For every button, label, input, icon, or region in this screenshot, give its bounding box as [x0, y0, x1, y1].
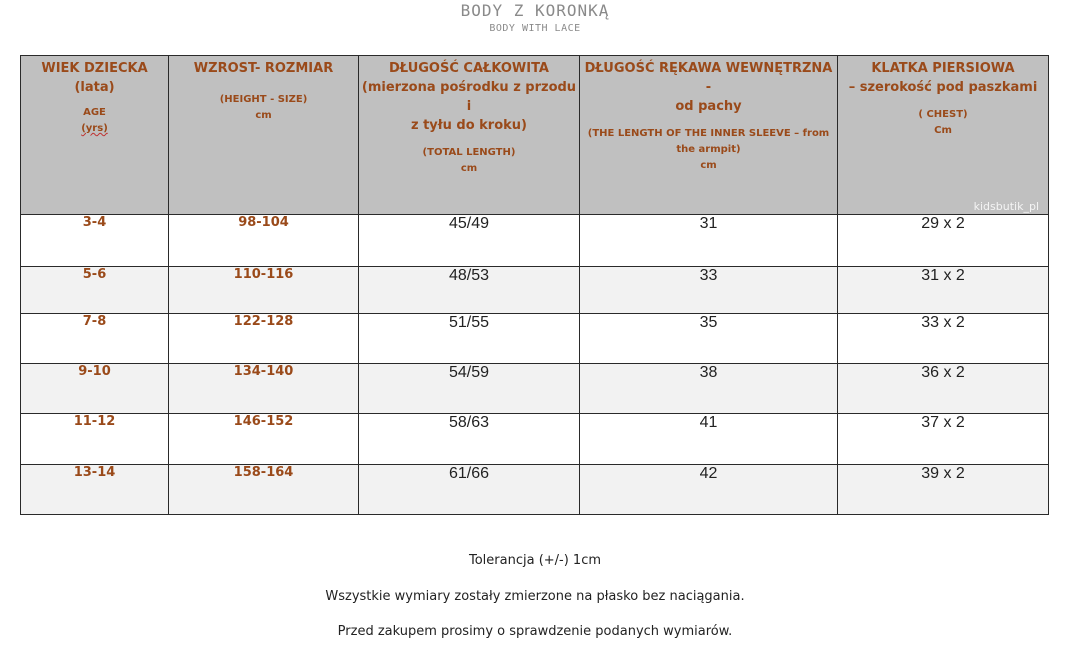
cell-size: 146-152: [169, 414, 359, 465]
cell-chest: 37 x 2: [838, 414, 1049, 465]
cell-age: 5-6: [21, 267, 169, 314]
cell-chest: 29 x 2: [838, 215, 1049, 267]
header-age-en-unit: (yrs): [81, 123, 108, 134]
header-length-line2: (mierzona pośrodku z przodu i: [361, 80, 577, 114]
page-subtitle: BODY WITH LACE: [489, 23, 581, 34]
cell-sleeve: 31: [580, 215, 838, 267]
header-chest-unit: Cm: [934, 125, 952, 136]
header-sleeve: [580, 56, 838, 215]
header-age-unit: (lata): [74, 80, 115, 95]
header-sleeve-title: DŁUGOŚĆ RĘKAWA WEWNĘTRZNA -: [584, 61, 833, 95]
cell-length: 48/53: [359, 267, 580, 314]
cell-age: 11-12: [21, 414, 169, 465]
tolerance-note: Tolerancja (+/-) 1cm: [468, 553, 602, 568]
cell-size: 98-104: [169, 215, 359, 267]
cell-size: 158-164: [169, 465, 359, 515]
header-sleeve-en: (THE LENGTH OF THE INNER SLEEVE – from: [587, 128, 830, 139]
cell-length: 45/49: [359, 215, 580, 267]
cell-chest: 36 x 2: [838, 364, 1049, 414]
size-chart-table: [20, 55, 1049, 515]
header-size-unit: cm: [255, 110, 272, 121]
cell-size: 110-116: [169, 267, 359, 314]
header-length-line3: z tyłu do kroku): [411, 118, 527, 133]
cell-age: 13-14: [21, 465, 169, 515]
header-age-title: WIEK DZIECKA: [41, 61, 148, 76]
cell-age: 7-8: [21, 314, 169, 364]
measurement-note: Wszystkie wymiary zostały zmierzone na płasko bez naciągania.: [325, 589, 745, 604]
header-total-length: [359, 56, 580, 215]
cell-chest: 39 x 2: [838, 465, 1049, 515]
header-size: [169, 56, 359, 215]
cell-sleeve: 33: [580, 267, 838, 314]
page-title: BODY Z KORONKĄ: [460, 1, 610, 20]
header-sleeve-line2: od pachy: [675, 99, 742, 114]
header-sleeve-en-line2: the armpit): [676, 144, 741, 155]
table-row: [21, 364, 1049, 414]
cell-chest: 33 x 2: [838, 314, 1049, 364]
header-length-unit: cm: [460, 163, 478, 174]
table-row: [21, 267, 1049, 314]
header-chest: [838, 56, 1049, 215]
header-age: [21, 56, 169, 215]
table-row: [21, 414, 1049, 465]
cell-size: 134-140: [169, 364, 359, 414]
watermark: kidsbutik_pl: [973, 200, 1039, 213]
cell-sleeve: 42: [580, 465, 838, 515]
table-row: [21, 215, 1049, 267]
cell-chest: 31 x 2: [838, 267, 1049, 314]
header-size-title: WZROST- ROZMIAR: [193, 61, 334, 76]
table-row: [21, 465, 1049, 515]
header-sleeve-unit: cm: [700, 160, 717, 171]
table-row: [21, 314, 1049, 364]
header-chest-title: KLATKA PIERSIOWA: [871, 61, 1015, 76]
cell-length: 54/59: [359, 364, 580, 414]
cell-length: 51/55: [359, 314, 580, 364]
header-size-en: (HEIGHT - SIZE): [219, 94, 308, 105]
header-chest-line2: – szerokość pod paszkami: [848, 80, 1038, 95]
check-sizes-note: Przed zakupem prosimy o sprawdzenie podanych wymiarów.: [337, 624, 733, 639]
cell-sleeve: 41: [580, 414, 838, 465]
header-length-title: DŁUGOŚĆ CAŁKOWITA: [389, 61, 549, 76]
cell-sleeve: 38: [580, 364, 838, 414]
header-length-en: (TOTAL LENGTH): [422, 147, 516, 158]
cell-age: 9-10: [21, 364, 169, 414]
header-chest-en: ( CHEST): [918, 109, 968, 120]
cell-sleeve: 35: [580, 314, 838, 364]
cell-age: 3-4: [21, 215, 169, 267]
header-age-en: AGE: [83, 107, 106, 118]
cell-length: 61/66: [359, 465, 580, 515]
cell-length: 58/63: [359, 414, 580, 465]
header-row: [21, 56, 1049, 215]
cell-size: 122-128: [169, 314, 359, 364]
